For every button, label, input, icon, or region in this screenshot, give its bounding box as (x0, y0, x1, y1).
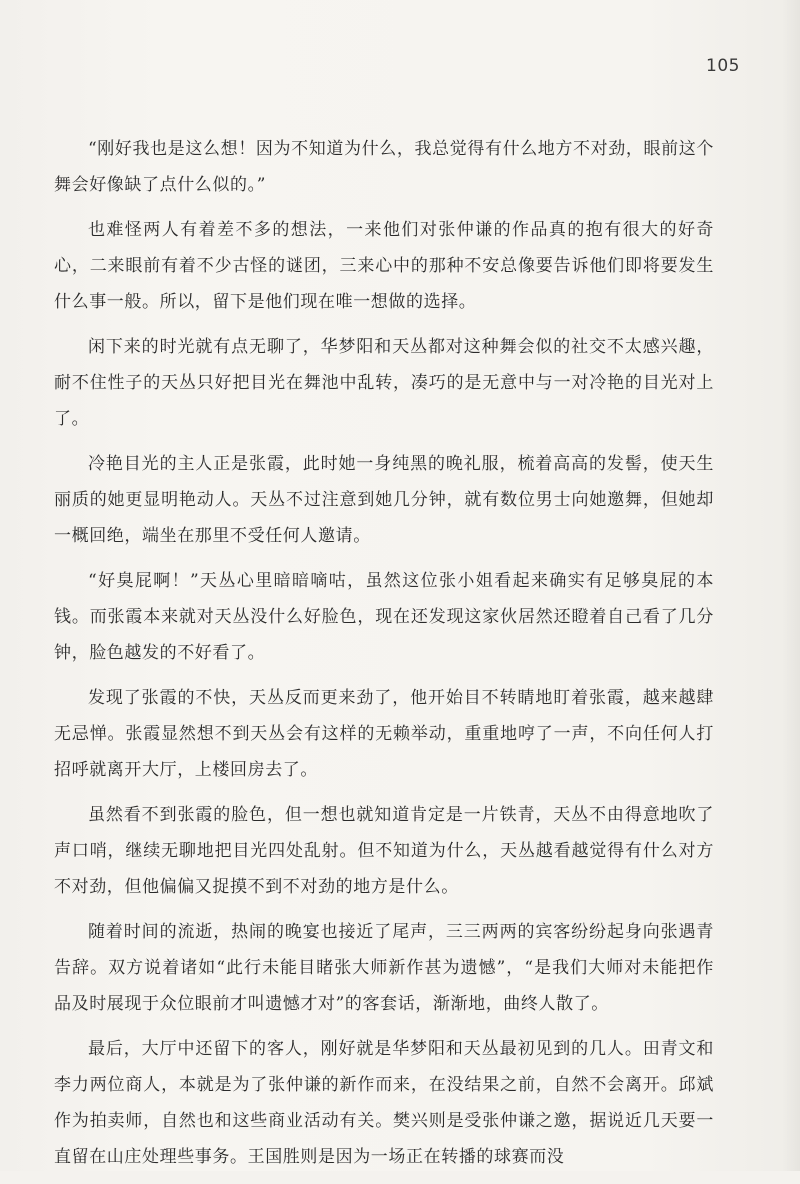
paragraph-3: 闲下来的时光就有点无聊了，华梦阳和天丛都对这种舞会似的社交不太感兴趣，耐不住性子的天丛只好把目光在舞池中乱转，凑巧的是无意中与一对冷艳的目光对上了。 (54, 337, 714, 429)
paragraph-1: “刚好我也是这么想！因为不知道为什么，我总觉得有什么地方不对劲，眼前这个舞会好像缺了点什么似的。” (54, 139, 714, 195)
paragraph-4: 冷艳目光的主人正是张霞，此时她一身纯黑的晚礼服，梳着高高的发髻，使天生丽质的她更显明艳动人。天丛不过注意到她几分钟，就有数位男士向她邀舞，但她却一概回绝，端坐在那里不受任何人邀请。 (54, 454, 714, 546)
paragraph-6: 发现了张霞的不快，天丛反而更来劲了，他开始目不转睛地盯着张霞，越来越肆无忌惮。张霞显然想不到天丛会有这样的无赖举动，重重地哼了一声，不向任何人打招呼就离开大厅，上楼回房去了。 (54, 688, 714, 780)
paragraph-8: 随着时间的流逝，热闹的晚宴也接近了尾声，三三两两的宾客纷纷起身向张遇青告辞。双方说着诸如“此行未能目睹张大师新作甚为遗憾”，“是我们大师对未能把作品及时展现于众位眼前才叫遗憾才对”的客套话，渐渐地，曲终人散了。 (54, 922, 714, 1014)
page-number: 105 (706, 56, 740, 76)
paragraph-5: “好臭屁啊！”天丛心里暗暗嘀咕，虽然这位张小姐看起来确实有足够臭屁的本钱。而张霞本来就对天丛没什么好脸色，现在还发现这家伙居然还瞪着自己看了几分钟，脸色越发的不好看了。 (54, 571, 714, 663)
body-text (54, 131, 714, 1184)
paragraph-9: 最后，大厅中还留下的客人，刚好就是华梦阳和天丛最初见到的几人。田青文和李力两位商人，本就是为了张仲谦的新作而来，在没结果之前，自然不会离开。邱斌作为拍卖师，自然也和这些商业活动有关。樊兴则是受张仲谦之邀，据说近几天要一直留在山庄处理些事务。王国胜则是因为一场正在转播的球赛而没 (54, 1039, 714, 1167)
paragraph-7: 虽然看不到张霞的脸色，但一想也就知道肯定是一片铁青，天丛不由得意地吹了声口哨，继续无聊地把目光四处乱射。但不知道为什么，天丛越看越觉得有什么对方不对劲，但他偏偏又捉摸不到不对劲的地方是什么。 (54, 805, 714, 897)
paragraph-2: 也难怪两人有着差不多的想法，一来他们对张仲谦的作品真的抱有很大的好奇心，二来眼前有着不少古怪的谜团，三来心中的那种不安总像要告诉他们即将要发生什么事一般。所以，留下是他们现在唯一想做的选择。 (54, 220, 714, 312)
page-edge-shadow (782, 0, 800, 1171)
